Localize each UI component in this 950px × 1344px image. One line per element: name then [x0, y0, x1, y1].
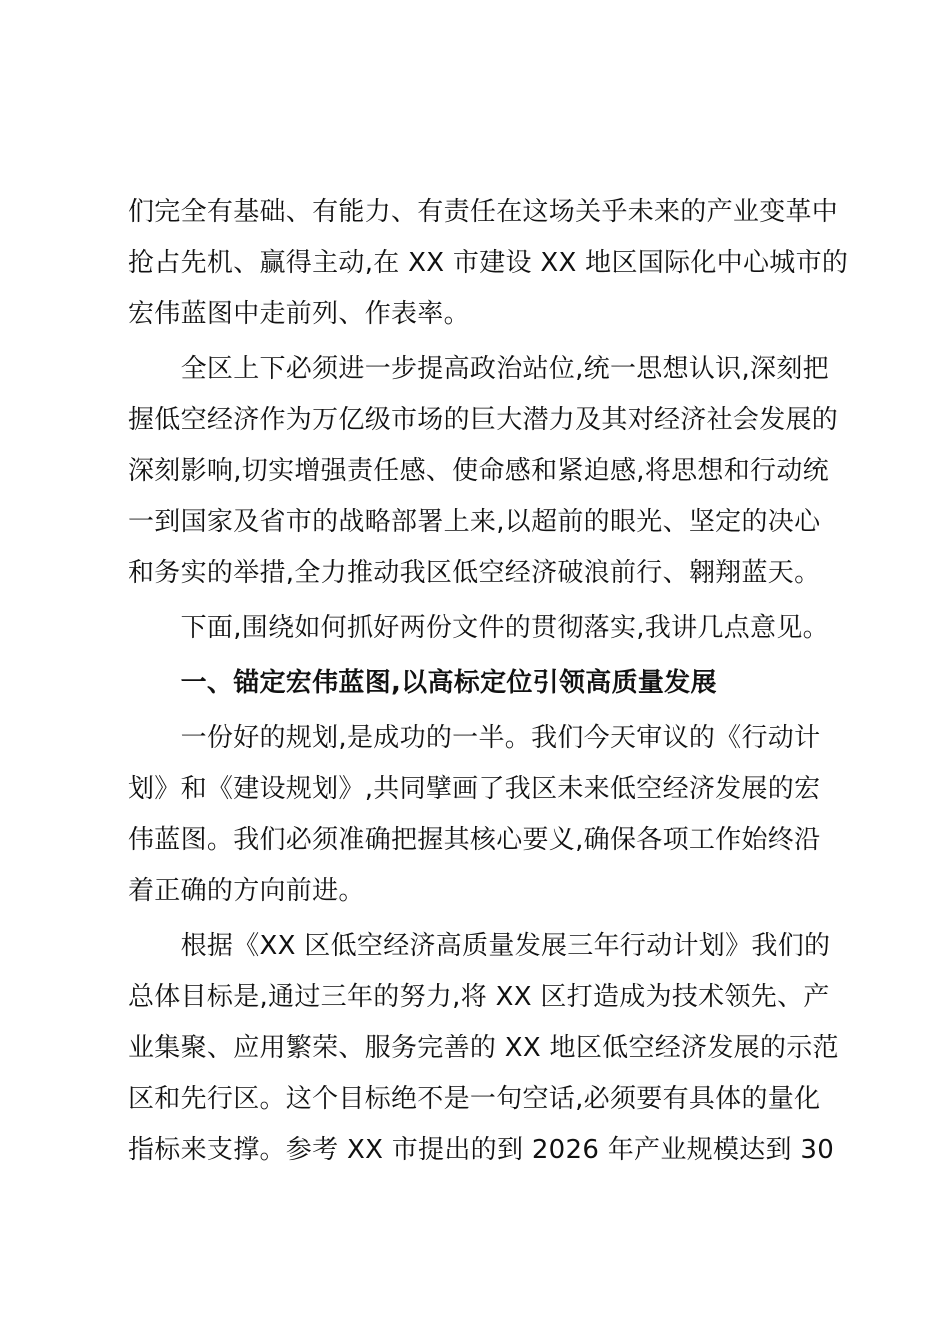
text-line: 一到国家及省市的战略部署上来,以超前的眼光、坚定的决心	[128, 507, 821, 537]
text-line: 和务实的举措,全力推动我区低空经济破浪前行、翱翔蓝天。	[128, 558, 821, 588]
body-paragraph	[128, 713, 828, 917]
text-line: 深刻影响,切实增强责任感、使命感和紧迫感,将思想和行动统	[128, 456, 829, 486]
text-line: 区和先行区。这个目标绝不是一句空话,必须要有具体的量化	[128, 1084, 821, 1114]
text-line: 一、锚定宏伟蓝图,以高标定位引领高质量发展	[128, 668, 717, 698]
text-line: 根据《XX 区低空经济高质量发展三年行动计划》我们的	[128, 931, 831, 961]
text-line: 下面,围绕如何抓好两份文件的贯彻落实,我讲几点意见。	[128, 613, 829, 643]
text-line: 抢占先机、赢得主动,在 XX 市建设 XX 地区国际化中心城市的	[128, 248, 849, 278]
body-paragraph	[128, 187, 849, 340]
section-heading	[128, 658, 828, 709]
text-line: 指标来支撑。参考 XX 市提出的到 2026 年产业规模达到 30	[128, 1135, 835, 1165]
text-line: 握低空经济作为万亿级市场的巨大潜力及其对经济社会发展的	[128, 405, 839, 435]
body-paragraph	[128, 603, 828, 654]
text-line: 着正确的方向前进。	[128, 876, 365, 906]
text-line: 宏伟蓝图中走前列、作表率。	[128, 299, 470, 329]
text-line: 伟蓝图。我们必须准确把握其核心要义,确保各项工作始终沿	[128, 825, 821, 855]
text-line: 一份好的规划,是成功的一半。我们今天审议的《行动计	[128, 723, 821, 753]
text-line: 们完全有基础、有能力、有责任在这场关乎未来的产业变革中	[128, 197, 839, 227]
body-paragraph	[128, 344, 839, 599]
text-line: 划》和《建设规划》,共同擘画了我区未来低空经济发展的宏	[128, 774, 821, 804]
document-page	[128, 187, 849, 1180]
text-line: 业集聚、应用繁荣、服务完善的 XX 地区低空经济发展的示范	[128, 1033, 839, 1063]
text-line: 全区上下必须进一步提高政治站位,统一思想认识,深刻把	[128, 354, 829, 384]
body-paragraph	[128, 921, 839, 1176]
text-line: 总体目标是,通过三年的努力,将 XX 区打造成为技术领先、产	[128, 982, 830, 1012]
